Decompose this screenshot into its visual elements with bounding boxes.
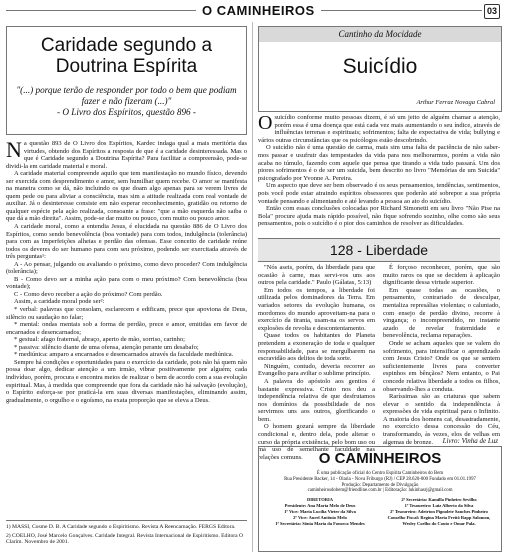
liberdade-paragraph: "Nós aseis, porém, da liberdade para que ocasião à carne, mas servi-vos uns aos outros pela caridade." Paulo (Gálatas, 5:13) [258, 264, 375, 287]
footer-board-left [263, 497, 377, 527]
newsletter-footer [258, 446, 502, 552]
suicidio-paragraph: Um aspecto que deve ser bem observado é os seus pensamentos, tendências, sentimentos, pois você pode estar atraindo espíritos obsessores que poderão até sobrepor a sua própria vontade pensando e alimentando e até levando a pessoa ao ato do suicídio. [258, 182, 500, 205]
suicidio-title: Suicídio [342, 55, 418, 78]
liberdade-column-1 [258, 264, 375, 461]
board-member: Wesley Coelho do Couto e Omar Pala. [402, 521, 476, 527]
caridade-paragraph: C - Como devo receber a ação do próximo? Com perdão. [14, 290, 163, 298]
footer-info-line: Rua Presidente Backer, 14 - Olaria - Nova Friburgo (RJ) / CEP 28.620-000 Fundado em 01.01.1997 [284, 476, 476, 482]
board-member: 2º Tesoureiro: Adeirton Pignolete Sanches Pinheiro [390, 509, 488, 515]
caridade-paragraph: A - Ao pensar, julgando ou avaliando o próximo, como devo proceder? Com indulgência (tolerância); [6, 260, 247, 276]
suicidio-header-box [258, 26, 502, 112]
caridade-paragraph: * passiva: silêncio diante de uma ofensa, atenção perante um desabafo; [14, 343, 199, 351]
page-number: 03 [484, 4, 500, 19]
caridade-paragraph: B - Como devo ser a minha ação para com o meu próximo? Com benevolência (boa vontade); [6, 275, 247, 291]
suicidio-paragraph: O suicídio não é uma questão de carma, mais sim uma falta de paciência de não saber-mos passar e usufruir das tempestades da vida para nos melhorarmos, porém a vida não acaba no túmulo, fazendo com aquele que pensa que tirando a vida tudo passará. Um dos piores sofrimentos é o de ser um suicida, bem descrito no livro "Memórias de um Suicida" psicografado por Yvonne A. Pereira. [258, 144, 500, 182]
suicidio-body [258, 114, 500, 228]
liberdade-paragraph: O homem gozará sempre da liberdade condicional e, dentro dela, pode alterar o curso da própria existência, pelo bom uso ou má uso de semelhante faculdade nas relações comuns. [258, 423, 375, 461]
footnote-rule [6, 520, 247, 521]
liberdade-column-2 [383, 264, 500, 446]
masthead-title: O CAMINHEIROS [196, 3, 321, 18]
drop-cap: N [6, 137, 22, 162]
caridade-paragraph: Assim, a caridade moral pode ser²: [14, 298, 105, 306]
article-caridade-header [6, 26, 247, 135]
board-member: 1º Vice: Maria Lucília Vieter da Silva [284, 509, 356, 515]
caridade-paragraph: * gestual: afago fraternal, abraço, aperto de mão, sorriso, carinho; [14, 336, 185, 344]
footnote-1: 1) MASSI, Cosme D. B. A Caridade segundo o Espiritismo. Revista A Reencarnação. FERGS Editora. [6, 524, 236, 530]
footer-info-line: Produção: Departamento de Divulgação [341, 482, 419, 488]
caridade-paragraph: * mental: ondas mentais sob a forma de perdão, prece e amor, emitidas em favor de encarnados e desencarnados; [6, 321, 247, 336]
board-member: 1ª Secretária: Sônia Maria da Fonseca Mendes [275, 521, 365, 527]
footer-info-line: É uma publicação oficial do Centro Espírita Caminheiros do Bem [316, 471, 444, 476]
liberdade-paragraph: Em quase todas as ocasiões, o pensamento, contrariado de desculpar, mentaliza represálias violentas; o caluniado, com ensejo de perdão divino, recorre à vingança; o incompreendido, no instante azado de revelar fraternidade e benevolência, reclama reparações. [383, 286, 500, 340]
footer-info [263, 471, 497, 494]
liberdade-paragraph: Em todos os tempos, a liberdade foi utilizada pelos dominadores da Terra. Em variados setores da evolução humana, os mordomos do mundo aproveitam-na para o exercício da tirania, usam-na os servos em explosões de revolta e descontentamento. [258, 286, 375, 332]
liberdade-paragraph: É forçoso reconhecer, porém, que são muito raros os que se decidem à aplicação dignificante dessa virtude superior. [383, 264, 500, 287]
caridade-paragraph: A caridade material compreende aquilo que tem manifestação no mundo físico, devendo ser exercida com desprendimento e amor, sem humilhar quem recebe. O amor se manifesta na maneira como se dá, não incluindo os que doam algo apenas para se verem livres de quem pede ou para aliviar a consciência, mas sim a atitude realizada com real vontade de auxiliar. Já o desinteresse consiste em não esperar reconhecimento, gratidão ou retorno de qualquer espécie pela ação realizada, consoante a frase: "que a mão esquerda não saiba o que dá a mão direita". Assim, pode-se dar muito ou pouco, com muito ou pouco amor. [6, 170, 247, 223]
masthead [0, 0, 506, 22]
board-heading: DIRETORIA [307, 497, 333, 502]
board-member: 2º Vice: Aurel Antônio Melo [293, 515, 347, 521]
suicidio-author: Arthur Ferraz Novaga Cabral [416, 99, 495, 106]
suicidio-paragraph: Osuicídio conforme muito pessoas dizem, é só um jeito de alguém chamar a atenção, porém essa é uma doença que está cada vez mais aumentando o seu índice, através de influências terrenas e espirituais; sofrimentos; falta de expectativa de vida; bullying e vários outras circunstâncias que os psicólogos estão descobrindo. [258, 112, 500, 144]
board-member: Conselho Fiscal: Regina Maria Freitô Rapp Salomon, [387, 515, 491, 521]
board-member: 2ª Secretária: Kamilla Pinheiro Sevilho [401, 497, 477, 502]
footer-title: O CAMINHEIROS [318, 450, 442, 467]
board-member: Presidente: Ana Maria Melo de Deus [284, 503, 356, 509]
liberdade-paragraph: Quase todos os habitantes do Planeta pretendem a exoneração de toda e qualquer responsabilidade, para se mergulharem na escravidão aos delitos de toda sorte. [258, 332, 375, 363]
liberdade-source: Livro: Vinha de Luz [442, 437, 498, 445]
suicidio-paragraph: Então com essas conclusões colocadas por Richard Simonetti em seu livro "Não Pise na Bola" procure ajuda mais rápido possível, não fique sofrendo sozinho, olhe como são seus pensamentos, pois o suicídio é o pior dos caminhos de resolver as dificuldades. [258, 205, 500, 228]
footnote-2: 2) COELHO, José Marcelo Gonçalves. Caridade Integral. Revista Internacional de Espiritismo. Editora O Clarim. Novembro de 2001. [6, 532, 244, 545]
liberdade-header-box [258, 238, 500, 262]
footnotes [6, 520, 247, 548]
caridade-body [6, 137, 247, 404]
caridade-title: Caridade segundo a Doutrina Espírita [40, 35, 213, 77]
caridade-title-box [6, 26, 247, 135]
liberdade-title: 128 - Liberdade [329, 242, 429, 258]
caridade-quote-source: - O Livro dos Espíritos, questão 896 - [56, 107, 196, 117]
caridade-quote [13, 85, 240, 118]
liberdade-paragraph: Onde se acham aqueles que se valem do sofrimento, para intensificar o aprendizado com Jesus Cristo? Onde os que se sentem suficientemente livres para converter espinhos em bênçãos? Nem entanto, o Pai concede relativa liberdade a todos os filhos, observando-lhes a conduta. [383, 339, 500, 393]
liberdade-paragraph: Ninguém, contudo, deveria recorrer ao Evangelho para aviltar o sublime princípio. [258, 362, 375, 378]
drop-cap: O [258, 112, 273, 134]
section-label: Cantinho da Mocidade [259, 27, 501, 42]
column-divider [252, 22, 253, 552]
footer-board-right [381, 497, 497, 527]
caridade-paragraph: Sempre há condições e oportunidades para o exercício da caridade, pois não há quem não possa doar algo, dedicar atenção a um irmão, vibrar positivamente por alguém; cada indivíduo, porém, procura e encontra meios de realizar o bem de acordo com a sua evolução espiritual. Mas, à medida que compreende que fora da caridade não há salvação (evolução), o Espírito esforça-se por praticá-la em suas diversas manifestações, eliminando assim, gradualmente, o orgulho e o egoísmo, na exata proporção que se eleva a Deus. [6, 358, 247, 404]
caridade-paragraph: * mediúnica: amparo a encarnados e desencarnados através da faculdade mediúnica. [14, 351, 234, 359]
caridade-quote-text: "(...) porque terão de responder por todo o bem que podiam fazer e não fizeram (...)" [16, 85, 237, 106]
footer-info-line: caminheirosdobem@friendline.com.br | Editoração: lukinhasrj@gmail.com [307, 488, 453, 494]
caridade-paragraph: * verbal: palavras que consolam, esclarecem e edificam, prece que apoviona de Deus, silêncio ou saudação no falar; [6, 306, 247, 321]
caridade-paragraph: Na questão 893 de O Livro dos Espíritos, Kardec indaga qual a mais meritória das virtudes, obtendo dos Espíritos a resposta de que é a caridade desinteressada. Mas o que é Caridade segundo a Doutrina Espírita? Para facilitar a compreensão, pode-se dividi-la em caridade material e moral. [6, 137, 247, 170]
liberdade-paragraph: A palavra do apóstolo aos gentios é bastante expressiva. Cristo nos deu a independência relativa de que desfrutamos nos domínios da possibilidade de nos servirmos uns aos outros, glorificando o bem. [258, 377, 375, 423]
caridade-paragraph: A caridade moral, como a entendia Jesus, é elucidada na questão 886 de O Livro dos Espíritos, como sendo benevolência (boa vontade) para com todos, indulgência (tolerância) para com as imperfeições alheias e perdão das ofensas. Esse conceito de caridade reúne todos os deveres do ser humano para com seu próximo, podendo ser exercitada através de três perguntas¹: [6, 223, 247, 261]
liberdade-paragraph: Raríssimas são as criaturas que sabem elevar o sentido da independência à expressões de vida espiritual para o Infinito. A maioria dos homens cai, desastradamente, no exercício dessa concessão do Céu, transformando, às vezes, elos de velhas em algemas de bronze. [383, 393, 500, 446]
board-member: 1º Tesoureiro: Luiz Alberto da Silva [404, 503, 474, 509]
